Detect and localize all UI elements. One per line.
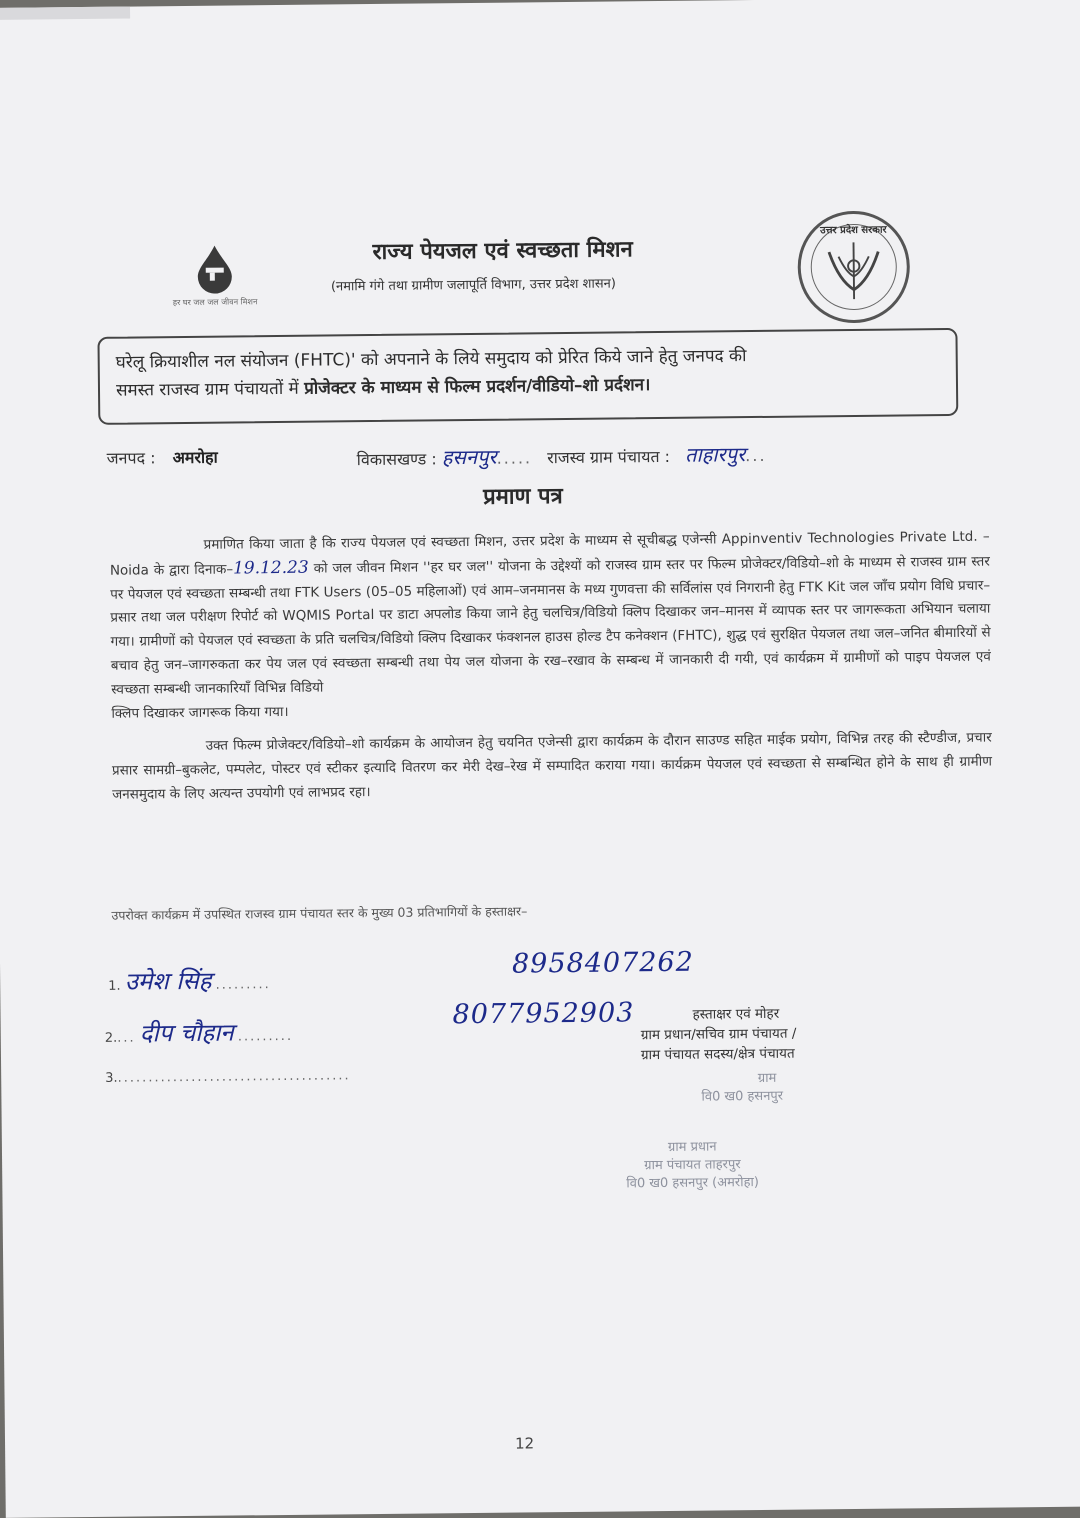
rubber-stamp-2: ग्राम प्रधान ग्राम पंचायत ताहरपुर वि0 ख0 हसनपुर (अमरोहा) [626, 1139, 760, 1192]
certificate-body [110, 526, 993, 808]
page-number: 12 [514, 1434, 535, 1453]
signature-intro: उपरोक्त कार्यक्रम में उपस्थित राजस्व ग्राम पंचायत स्तर के मुख्य 03 प्रतिभागियों के हस्ताक्षर– [111, 903, 528, 923]
signature-2: 2.... दीप चौहान ......... [104, 1018, 294, 1048]
gram-panchayat-value: ताहारपुर [684, 442, 746, 467]
signature-1: 1. उमेश सिंह ......... [108, 966, 271, 996]
previous-page-edge [0, 7, 130, 20]
district-value: अमरोहा [172, 447, 218, 468]
district-field [107, 446, 218, 469]
fish-emblem-icon [800, 213, 907, 320]
page-title: राज्य पेयजल एवं स्वच्छता मिशन [372, 237, 633, 266]
subject-box [97, 328, 958, 425]
district-label: जनपद : [106, 448, 156, 468]
water-drop-icon [189, 243, 240, 294]
signature-2-name: दीप चौहान [139, 1018, 234, 1048]
phone-number-1: 8958407262 [511, 946, 694, 980]
block-label: विकासखण्ड : [356, 449, 437, 470]
phone-number-2: 8077952903 [452, 997, 635, 1031]
subject-line-1: घरेलू क्रियाशील नल संयोजन (FHTC)' को अपनाने के लिये समुदाय को प्रेरित किये जाने हेतु जनपद की [115, 346, 747, 373]
event-date: 19.12.23 [232, 557, 309, 579]
seal-text: उत्तर प्रदेश सरकार [820, 224, 887, 237]
paragraph-1: प्रमाणित किया जाता है कि राज्य पेयजल एवं स्वच्छता मिशन, उत्तर प्रदेश के माध्यम से सूचीबद्ध एजेन्सी Appinventiv Technologies Private Ltd. – Noida के द्वारा दिनाक–19.12.23 को जल जीवन मिशन ''हर घर जल'' योजना के उद्देश्यों को राजस्व ग्राम स्तर पर फिल्म प्रोजेक्टर/विडियो–शो के माध्यम से राजस्व ग्राम स्तर पर पेयजल एवं स्वच्छता सम्बन्धी तथा FTK Users (05–05 महिलाओं) एवं आम–जनमानस के मध्य गुणवत्ता की सर्विलांस एवं निगरानी हेतु FTK Kit जल जाँच प्रयोग विधि प्रचार–प्रसार तथा जल परीक्षण रिपोर्ट को WQMIS Portal पर डाटा अपलोड किया जाने हेतु चलचित्र/विडियो क्लिप दिखाकर जन–मानस में व्यापक स्तर पर जागरूकता अभियान चलाया गया। ग्रामीणों को पेयजल एवं स्वच्छता के प्रति चलचित्र/विडियो क्लिप दिखाकर फंक्शनल हाउस होल्ड टैप कनेक्शन (FHTC), शुद्ध एवं सुरक्षित पेयजल तथा जल–जनित बीमारियों से बचाव हेतु जन–जागरुकता कर पेय जल एवं स्वच्छता सम्बन्धी तथा पेय जल योजना के रख–रखाव के सम्बन्ध में जानकारी दी गयी, एवं कार्यक्रम में ग्रामीणों को पाइप पेयजल एवं स्वच्छता सम्बन्धी जानकारियाँ विभिन्न विडियो [109, 528, 991, 698]
rubber-stamp-1: ग्राम वि0 ख0 हसनपुर [701, 1070, 784, 1105]
signature-3: 3....................................... [105, 1068, 351, 1086]
logo-caption: हर घर जल जल जीवन मिशन [172, 297, 258, 308]
signature-1-name: उमेश सिंह [124, 966, 212, 996]
block-value: हसनपुर [441, 444, 497, 470]
page-subtitle: (नमामि गंगे तथा ग्रामीण जलापूर्ति विभाग, उत्तर प्रदेश शासन) [330, 276, 616, 295]
block-field: विकासखण्ड : हसनपुर..... राजस्व ग्राम पंचायत : ताहारपुर... [356, 442, 767, 470]
jal-jeevan-mission-logo [168, 243, 261, 334]
certificate-title: प्रमाण पत्र [483, 484, 563, 510]
up-government-seal [797, 210, 910, 323]
paragraph-2: उक्त फिल्म प्रोजेक्टर/विडियो–शो कार्यक्रम के आयोजन हेतु चयनित एजेन्सी द्वारा कार्यक्रम के दौरान साउण्ड सहित माईक प्रयोग, विभिन्न तरह की स्टैण्डीज, प्रचार प्रसार सामग्री–बुकलेट, पम्पलेट, पोस्टर एवं स्टीकर इत्यादि वितरण कर मेरी देख–रेख में सम्पादित कराया गया। कार्यक्रम पेयजल एवं स्वच्छता से सम्बन्धित होने के साथ ही ग्रामीण जनसमुदाय के लिए अत्यन्त उपयोगी एवं लाभप्रद रहा। [111, 729, 993, 803]
signature-stamp-label: हस्ताक्षर एवं मोहर ग्राम प्रधान/सचिव ग्राम पंचायत / ग्राम पंचायत सदस्य/क्षेत्र पंचायत [640, 1005, 797, 1064]
paragraph-1-end: क्लिप दिखाकर जागरूक किया गया। [111, 703, 289, 722]
subject-line-2: समस्त राजस्व ग्राम पंचायतों में प्रोजेक्टर के माध्यम से फिल्म प्रदर्शन/वीडियो–शो प्रर्दशन। [115, 375, 651, 401]
gram-panchayat-label: राजस्व ग्राम पंचायत : [547, 446, 671, 468]
